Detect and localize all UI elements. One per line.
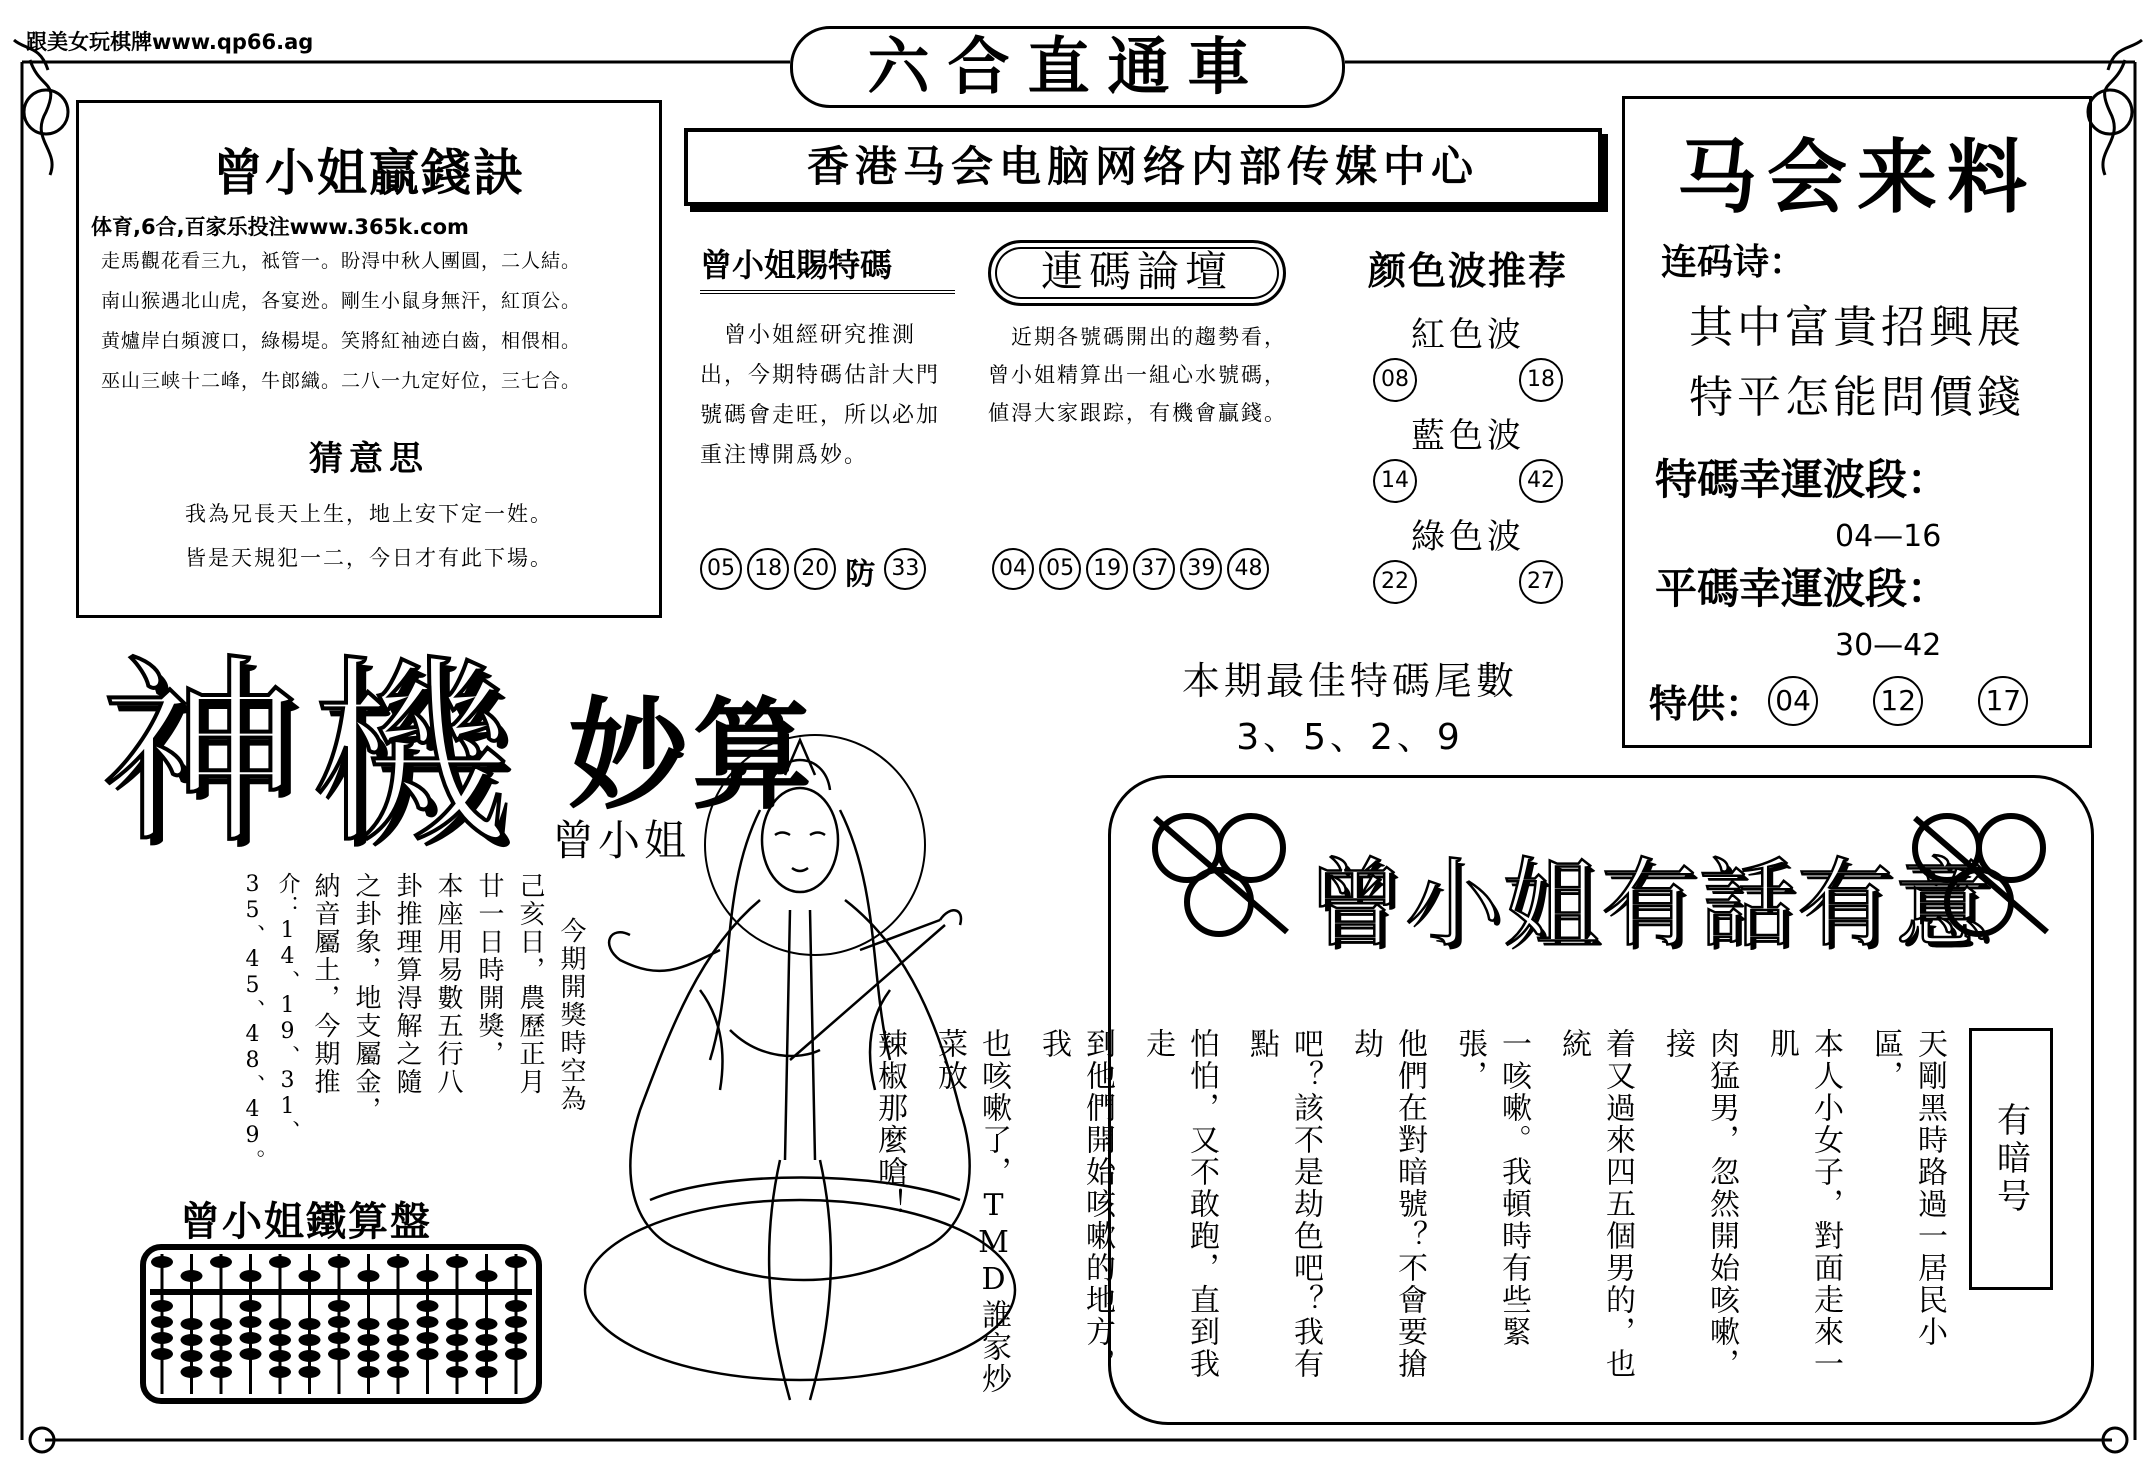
- story-column: 也咳嗽了，TMD誰家炒菜放: [932, 1028, 1011, 1395]
- text-column: 己亥日，農歷正月: [515, 872, 545, 1096]
- abacus-bead: [210, 1334, 232, 1346]
- abacus-bead: [358, 1270, 380, 1282]
- abacus-bead: [210, 1350, 232, 1362]
- abacus-bead: [417, 1316, 439, 1328]
- abacus-bead: [181, 1318, 203, 1330]
- story-column: 着又過來四五個男的，也統: [1556, 1028, 1635, 1380]
- abacus-bead: [299, 1366, 321, 1378]
- forum-number: 05: [1039, 548, 1081, 590]
- color-number: 18: [1519, 358, 1563, 402]
- tema-number: 20: [794, 548, 836, 590]
- poem-label: 连码诗：: [1661, 241, 1806, 283]
- color-number: 14: [1373, 459, 1417, 503]
- abacus-bead: [181, 1350, 203, 1362]
- abacus-bead: [476, 1334, 498, 1346]
- text-column: 今期開獎時空為: [556, 917, 586, 1113]
- abacus-bead: [210, 1318, 232, 1330]
- abacus-bead: [269, 1256, 291, 1268]
- author-name: 曾小姐: [552, 816, 691, 865]
- story-box: [872, 775, 2094, 1425]
- forum-section: [988, 240, 1288, 432]
- abacus-bead: [151, 1332, 173, 1344]
- text-column: 卦推理算淂解之隨: [392, 872, 422, 1096]
- horse-club-box: [1622, 96, 2092, 748]
- abacus-bead: [240, 1270, 262, 1282]
- forum-number: 48: [1227, 548, 1269, 590]
- forum-body: 近期各號碼開出的趨勢看，曾小姐精算出一組心水號碼，値淂大家跟踪，有機會贏錢。: [988, 325, 1287, 425]
- abacus-bead: [299, 1318, 321, 1330]
- abacus-bead: [476, 1270, 498, 1282]
- coin-ornament-right: [1907, 810, 2057, 940]
- abacus-bead: [210, 1256, 232, 1268]
- abacus-bead: [446, 1350, 468, 1362]
- abacus-bead: [181, 1270, 203, 1282]
- ad-line[interactable]: 体育,6合,百家乐投注www.365k.com: [91, 215, 469, 239]
- color-group-label: 綠色波: [1411, 517, 1525, 557]
- forum-number: 19: [1086, 548, 1128, 590]
- hint-label-box: [1969, 1028, 2053, 1290]
- poem-line: 南山猴遇北山虎，各宴迯。剛生小鼠身無汗，紅頂公。: [101, 290, 582, 312]
- abacus-bead: [240, 1348, 262, 1360]
- abacus-bead: [269, 1350, 291, 1362]
- abacus-bead: [240, 1332, 262, 1344]
- text-column: 納音屬土，今期推: [310, 872, 340, 1096]
- pingma-band-label: 平碼幸運波段：: [1655, 564, 1950, 613]
- forum-number: 39: [1180, 548, 1222, 590]
- poem-line: 走馬觀花看三九，袛管一。盼淂中秋人團圓，二人結。: [101, 250, 582, 272]
- color-group-red: [1318, 307, 1618, 402]
- hk-banner: [684, 128, 1602, 206]
- abacus-bead: [476, 1350, 498, 1362]
- color-number: 42: [1519, 459, 1563, 503]
- abacus-bead: [299, 1350, 321, 1362]
- abacus-bead: [328, 1332, 350, 1344]
- text-column: 介：14、19、31、: [275, 872, 300, 1143]
- abacus-bead: [387, 1334, 409, 1346]
- main-title-frame: [790, 26, 1345, 108]
- tema-band: 04—16: [1835, 519, 1942, 554]
- tema-body: 曾小姐經研究推測出，今期特碼估計大門號碼會走旺，所以必加重注博開爲妙。: [700, 323, 941, 468]
- abacus-bead: [328, 1316, 350, 1328]
- abacus-bead: [387, 1318, 409, 1330]
- special-number: 12: [1873, 676, 1923, 726]
- tema-number: 05: [700, 548, 742, 590]
- poem-line: 黄爐岸白頻渡口，綠楊堤。笑將紅袖迹白齒，相偎相。: [101, 330, 582, 352]
- win-money-box: [76, 100, 662, 618]
- abacus-bead: [269, 1366, 291, 1378]
- win-money-title: 曾小姐贏錢訣: [213, 144, 525, 202]
- color-group-label: 紅色波: [1411, 315, 1525, 355]
- abacus-bead: [446, 1256, 468, 1268]
- abacus-bead: [240, 1300, 262, 1312]
- abacus-bead: [210, 1366, 232, 1378]
- abacus-bead: [446, 1318, 468, 1330]
- abacus-bead: [417, 1300, 439, 1312]
- abacus-bead: [240, 1316, 262, 1328]
- abacus-icon: [140, 1244, 542, 1404]
- abacus-bead: [299, 1270, 321, 1282]
- story-column: 怕怕，又不敢跑，直到我走: [1140, 1028, 1219, 1380]
- abacus-bead: [417, 1270, 439, 1282]
- fang-label: 防: [845, 556, 876, 592]
- abacus-bead: [387, 1366, 409, 1378]
- divine-calc-text: [170, 872, 590, 1172]
- special-number: 04: [1768, 676, 1818, 726]
- tail-value: 3、5、2、9: [1236, 717, 1464, 758]
- hint-label: 有暗号: [1990, 1102, 2031, 1216]
- tema-numbers: [700, 548, 926, 593]
- site-url[interactable]: 跟美女玩棋牌www.qp66.ag: [26, 30, 314, 54]
- forum-numbers: [992, 548, 1269, 590]
- abacus-bead: [505, 1316, 527, 1328]
- special-row: [1649, 673, 2089, 728]
- story-column: 肉猛男，忽然開始咳嗽，接: [1660, 1028, 1739, 1380]
- abacus-bead: [299, 1334, 321, 1346]
- story-column: 本人小女子，對面走來一肌: [1764, 1028, 1843, 1380]
- abacus-bead: [505, 1348, 527, 1360]
- tema-band-label: 特碼幸運波段：: [1655, 455, 1950, 504]
- abacus-bead: [151, 1348, 173, 1360]
- abacus-bead: [358, 1318, 380, 1330]
- abacus-bead: [151, 1256, 173, 1268]
- special-label: 特供：: [1649, 681, 1764, 726]
- abacus-bead: [476, 1366, 498, 1378]
- abacus-bead: [181, 1366, 203, 1378]
- story-column: 天剛黑時路過一居民小區，: [1868, 1028, 1947, 1348]
- forum-number: 04: [992, 548, 1034, 590]
- story-column: 他們在對暗號？不會要搶劫: [1348, 1028, 1427, 1380]
- forum-number: 37: [1133, 548, 1175, 590]
- special-number: 17: [1978, 676, 2028, 726]
- abacus-bead: [417, 1332, 439, 1344]
- abacus-bead: [446, 1334, 468, 1346]
- abacus-bead: [387, 1256, 409, 1268]
- forum-title-frame: [988, 240, 1286, 306]
- color-group-green: [1318, 509, 1618, 604]
- text-column: 35、45、48、49。: [240, 872, 265, 1172]
- abacus-bead: [328, 1300, 350, 1312]
- text-column: 之卦象，地支屬金，: [351, 872, 381, 1124]
- abacus-bead: [387, 1350, 409, 1362]
- divine-calc-title: 神機: [100, 638, 521, 871]
- main-title: 六合直通車: [867, 30, 1268, 103]
- color-wave-section: [1318, 240, 1618, 604]
- riddle-title: 猜意思: [309, 439, 429, 479]
- abacus-bead: [446, 1366, 468, 1378]
- color-wave-title: 颜色波推荐: [1367, 249, 1568, 293]
- coin-ornament-left: [1147, 810, 1297, 940]
- tema-title: 曾小姐賜特碼: [700, 240, 955, 294]
- story-column: 到他們開始咳嗽的地方，我: [1036, 1028, 1115, 1380]
- hk-banner-text: 香港马会电脑网络内部传媒中心: [806, 142, 1479, 191]
- fang-number: 33: [884, 548, 926, 590]
- story-title: 曾小姐有話有意: [1307, 848, 1993, 960]
- abacus-bead: [269, 1318, 291, 1330]
- text-column: 本座用易數五行八: [433, 872, 463, 1096]
- tail-label: 本期最佳特碼尾數: [1181, 659, 1518, 703]
- abacus-bead: [476, 1318, 498, 1330]
- abacus-bead: [358, 1334, 380, 1346]
- color-number: 27: [1519, 560, 1563, 604]
- abacus-bead: [505, 1256, 527, 1268]
- color-group-blue: [1318, 408, 1618, 503]
- abacus-bead: [328, 1256, 350, 1268]
- riddle-line: 皆是天規犯一二，今日才有此下場。: [185, 546, 553, 570]
- forum-title: 連碼論壇: [1040, 247, 1233, 296]
- story-column: 一咳嗽。我頓時有些緊張，: [1452, 1028, 1531, 1348]
- abacus-bead: [505, 1332, 527, 1344]
- abacus-bead: [417, 1348, 439, 1360]
- color-group-label: 藍色波: [1411, 416, 1525, 456]
- poem-line: 其中富貴招興展: [1689, 302, 2025, 353]
- riddle-line: 我為兄長天上生，地上安下定一姓。: [185, 502, 553, 526]
- tema-section: [700, 240, 955, 476]
- abacus-title: 曾小姐鐵算盤: [180, 1199, 432, 1245]
- poem-line: 巫山三峡十二峰，牛郎織。二八一九定好位，三七合。: [101, 370, 582, 392]
- abacus-bead: [328, 1348, 350, 1360]
- abacus-bead: [181, 1334, 203, 1346]
- color-number: 22: [1373, 560, 1417, 604]
- abacus-bead: [358, 1366, 380, 1378]
- poem-block: [101, 241, 659, 401]
- tail-section: [1120, 650, 1580, 760]
- abacus-bead: [151, 1316, 173, 1328]
- miao-suan-title: 妙算: [568, 687, 816, 826]
- abacus-bead: [151, 1300, 173, 1312]
- text-column: 廿一日時開獎，: [474, 872, 504, 1068]
- abacus-bead: [269, 1334, 291, 1346]
- story-text: [872, 1028, 1951, 1408]
- abacus-bead: [505, 1300, 527, 1312]
- horse-club-title: 马会来料: [1677, 130, 2037, 224]
- story-column: 辣椒那麼嗆！: [872, 1028, 907, 1220]
- abacus-bead: [358, 1350, 380, 1362]
- poem-line: 特平怎能問價錢: [1689, 372, 2025, 423]
- tema-number: 18: [747, 548, 789, 590]
- pingma-band: 30—42: [1835, 628, 1942, 663]
- story-column: 吧？該不是劫色吧？我有點: [1244, 1028, 1323, 1380]
- color-number: 08: [1373, 358, 1417, 402]
